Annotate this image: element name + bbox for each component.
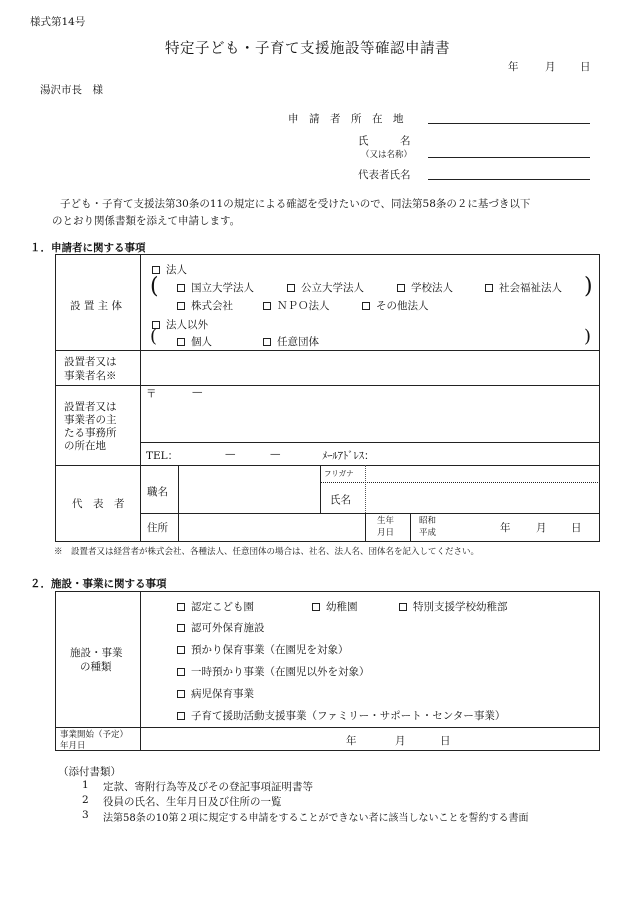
birth-label-1: 生年	[377, 516, 395, 526]
furigana-label: フリガナ	[324, 469, 354, 478]
start-day: 日	[440, 735, 451, 747]
intro-line-1: 子ども・子育て支援法第30条の11の規定による確認を受けたいので、同法第58条の２に基づき以下	[60, 198, 531, 210]
applicant-name-field[interactable]	[428, 157, 590, 158]
left-paren: (	[150, 274, 159, 299]
applicant-address-field[interactable]	[428, 123, 590, 124]
corp-type-public-univ[interactable]: 公立大学法人	[287, 280, 364, 295]
opt-tokubetsu-shien[interactable]: 特別支援学校幼稚部	[399, 599, 508, 614]
opt-youchien[interactable]: 幼稚園	[312, 599, 358, 614]
representative-label: 代 表 者	[72, 498, 125, 510]
tel-dash-1: —	[225, 448, 236, 460]
start-month: 月	[395, 735, 406, 747]
office-label-4: の所在地	[64, 440, 106, 452]
date-month-label: 月	[545, 61, 556, 73]
corp-type-npo[interactable]: ＮＰＯ法人	[263, 298, 330, 313]
office-label-1: 設置者又は	[64, 401, 117, 413]
rep-address-label: 住所	[147, 522, 168, 534]
section1-heading: １．申請者に関する事項	[30, 242, 146, 254]
tel-dash-2: —	[270, 448, 281, 460]
office-label-2: 事業者の主	[64, 414, 117, 426]
attachment-text-1: 定款、寄附行為等及びその登記事項証明書等	[103, 781, 313, 793]
era-heisei[interactable]: 平成	[419, 528, 437, 538]
tel-label: TEL：	[146, 450, 179, 462]
birth-month: 月	[536, 522, 547, 534]
postal-dash: —	[192, 386, 203, 398]
corp-type-national-univ[interactable]: 国立大学法人	[177, 280, 254, 295]
left-paren-2: (	[150, 326, 158, 347]
corp-type-school[interactable]: 学校法人	[397, 280, 453, 295]
operator-name-label-1: 設置者又は	[64, 356, 117, 368]
operator-name-field[interactable]	[150, 360, 590, 378]
applicant-rep-label: 代表者氏名	[358, 169, 411, 181]
page-title: 特定子ども・子育て支援施設等確認申請書	[165, 41, 450, 57]
birth-year: 年	[500, 522, 511, 534]
birth-label-2: 月日	[377, 528, 395, 538]
email-label: ﾒｰﾙｱﾄﾞﾚｽ：	[322, 450, 375, 462]
date-day-label: 日	[580, 61, 591, 73]
position-label: 職名	[147, 486, 168, 498]
office-label-3: たる事務所	[64, 427, 117, 439]
corp-type-other[interactable]: その他法人	[362, 298, 429, 313]
corp-type-kabushiki[interactable]: 株式会社	[177, 298, 233, 313]
non-corp-group[interactable]: 任意団体	[263, 334, 319, 349]
start-year: 年	[346, 735, 357, 747]
opt-azukari[interactable]: 預かり保育事業（在園児を対象）	[177, 642, 349, 657]
applicant-name-note: （又は名称）	[361, 150, 413, 160]
era-showa[interactable]: 昭和	[419, 516, 437, 526]
rep-name-label: 氏名	[330, 494, 351, 506]
birth-day: 日	[571, 522, 582, 534]
start-date-label-1: 事業開始（予定）	[60, 730, 129, 740]
opt-family-support[interactable]: 子育て援助活動支援事業（ファミリー・サポート・センター事業）	[177, 708, 505, 723]
opt-byoji[interactable]: 病児保育事業	[177, 686, 254, 701]
applicant-name-label-2: 名	[400, 135, 411, 147]
non-corp-checkbox[interactable]: 法人以外	[152, 317, 208, 332]
non-corp-individual[interactable]: 個人	[177, 334, 212, 349]
opt-ninkagai[interactable]: 認可外保育施設	[177, 620, 265, 635]
facility-type-label-1: 施設・事業	[70, 647, 123, 659]
applicant-address-label: 申 請 者 所 在 地	[288, 113, 404, 125]
attachment-no-1: 1	[82, 779, 89, 791]
attachments-heading: （添付書類）	[58, 766, 121, 778]
postal-mark: 〒	[146, 388, 157, 400]
opt-ichiji[interactable]: 一時預かり事業（在園児以外を対象）	[177, 664, 370, 679]
corp-label: 法人	[166, 264, 187, 276]
operator-name-label-2: 事業者名※	[64, 370, 117, 382]
opt-nintei-kodomoen[interactable]: 認定こども園	[177, 599, 254, 614]
attachment-text-3: 法第58条の10第２項に規定する申請をすることができない者に該当しないことを誓約する書面	[103, 813, 529, 824]
attachment-no-2: 2	[82, 794, 89, 806]
form-number: 様式第14号	[30, 16, 86, 28]
start-date-label-2: 年月日	[60, 741, 86, 751]
date-year-label: 年	[508, 61, 519, 73]
addressee: 湯沢市長 様	[40, 84, 103, 96]
corp-type-welfare[interactable]: 社会福祉法人	[485, 280, 562, 295]
right-paren: )	[584, 274, 593, 299]
right-paren-2: )	[584, 326, 592, 347]
applicant-name-label-1: 氏	[358, 135, 369, 147]
intro-line-2: のとおり関係書類を添えて申請します。	[52, 215, 241, 227]
applicant-rep-field[interactable]	[428, 179, 590, 180]
attachment-no-3: 3	[82, 809, 89, 821]
attachment-text-2: 役員の氏名、生年月日及び住所の一覧	[103, 796, 282, 808]
facility-type-label-2: の種類	[80, 661, 112, 673]
section1-note: ※ 設置者又は経営者が株式会社、各種法人、任意団体の場合は、社名、法人名、団体名を記入してください。	[54, 547, 480, 557]
section2-heading: ２．施設・事業に関する事項	[30, 578, 167, 590]
setup-entity-label: 設 置 主 体	[70, 300, 123, 312]
